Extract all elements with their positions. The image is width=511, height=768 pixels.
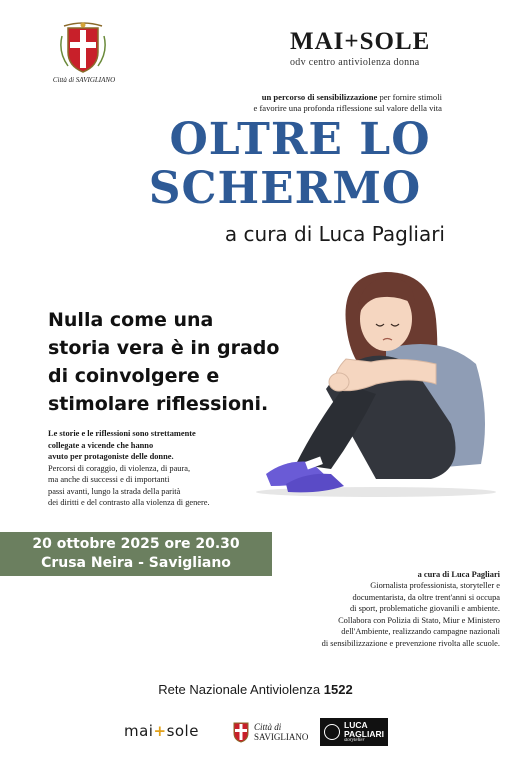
description-block (48, 428, 298, 509)
network-text: Rete Nazionale Antiviolenza (158, 682, 321, 697)
bio-block (230, 580, 500, 650)
description-line: Percorsi di coraggio, di violenza, di paura, (48, 463, 191, 473)
brand-title: MAI+SOLE (290, 28, 431, 55)
quote-line: di coinvolgere e (48, 365, 220, 387)
bio-line: documentarista, da oltre trent'anni si occupa (352, 592, 500, 602)
network-number: 1522 (323, 682, 353, 697)
bio-line: dell'Ambiente, realizzando campagne nazionali (341, 627, 500, 637)
event-date-time: 20 ottobre 2025 ore 20.30 (32, 536, 240, 552)
lp-subtitle: storyteller (344, 738, 365, 743)
city-label: Città di SAVIGLIANO (52, 76, 116, 84)
bio-line: di sport, problematiche giovanili e ambiente. (349, 604, 500, 614)
lp-name-first: LUCA (344, 720, 368, 730)
quote-block (48, 306, 318, 418)
bio-title: a cura di Luca Pagliari (417, 570, 500, 579)
quote-line: stimolare riflessioni. (48, 393, 269, 415)
description-line: ma anche di successi e di importanti (48, 475, 170, 484)
description-bold-line: Le storie e le riflessioni sono strettamente (48, 429, 196, 438)
lp-name (344, 721, 384, 739)
city-name-label: SAVIGLIANO (254, 732, 309, 742)
bio-line: Collabora con Polizia di Stato, Miur e Ministero (338, 615, 500, 625)
city-logo-text (254, 722, 308, 742)
network-line (0, 682, 511, 697)
intro-rest: per fornire stimoli (377, 92, 442, 102)
bio-line: di sensibilizzazione e prevenzione rivolta alle scuole. (321, 638, 500, 648)
description-bold-line: avuto per protagoniste delle donne. (48, 452, 174, 461)
intro-text (150, 92, 442, 114)
city-crest-logo (58, 22, 108, 74)
lp-name-last: PAGLIARI (344, 729, 384, 739)
brand-subtitle: odv centro antiviolenza donna (290, 57, 420, 68)
mai-sole-logo (124, 722, 199, 740)
quote-line: Nulla come una (48, 309, 214, 331)
bio-line: Giornalista professionista, storyteller e (370, 581, 500, 590)
city-small-label: Città di (254, 722, 282, 732)
title-line1: OLTRE LO (169, 114, 431, 165)
description-line: dei diritti e del contrasto alla violenza di genere. (48, 498, 210, 507)
quote-line: storia vera è in grado (48, 337, 280, 359)
description-line: passi avanti, lungo la strada della parità (48, 486, 181, 496)
play-mark-icon (324, 724, 340, 740)
logo-mai-text: mai (124, 722, 154, 740)
logo-mai-plus: + (153, 722, 167, 740)
luca-pagliari-logo (320, 718, 388, 746)
description-bold-line: collegate a vicende che hanno (48, 440, 154, 450)
city-crest-small-icon (232, 721, 250, 743)
intro-line2: e favorire una profonda riflessione sul valore della vita (253, 103, 442, 113)
title-line2: SCHERMO (148, 163, 422, 214)
logo-sole-text: sole (166, 722, 199, 740)
title-author: a cura di Luca Pagliari (224, 222, 445, 246)
intro-bold: un percorso di sensibilizzazione (261, 92, 378, 102)
event-place: Crusa Neira - Savigliano (41, 555, 231, 571)
